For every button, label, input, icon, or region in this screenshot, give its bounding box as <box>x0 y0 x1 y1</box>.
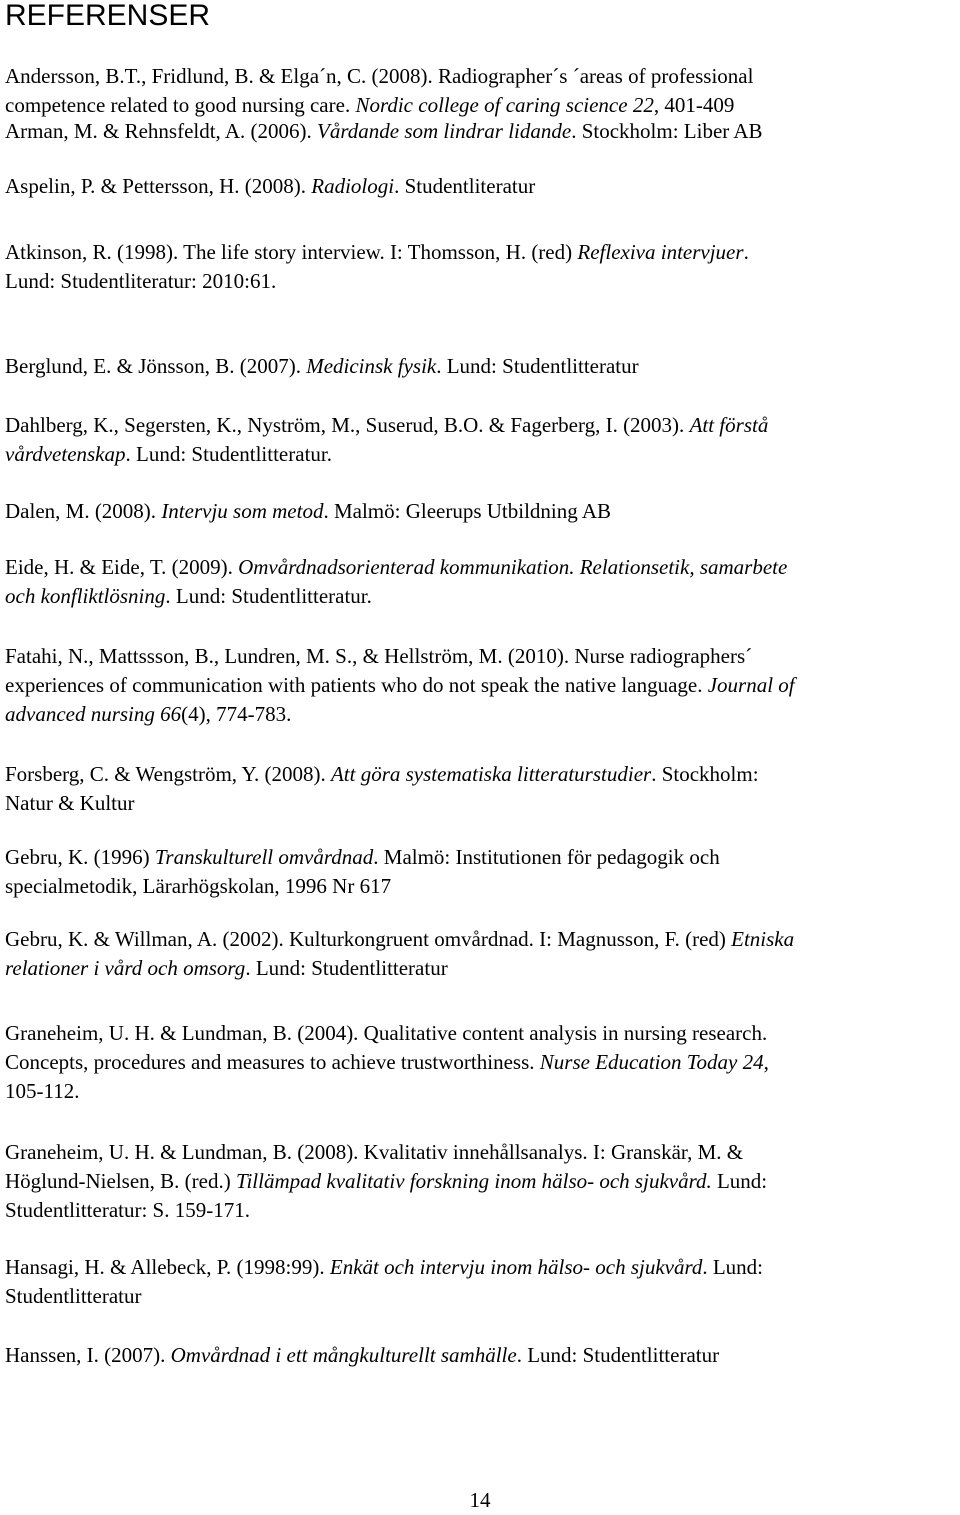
text-run: Hanssen, I. (2007). <box>5 1343 171 1367</box>
reference-entry <box>5 1253 957 1311</box>
text-run: Arman, M. & Rehnsfeldt, A. (2006). <box>5 119 318 143</box>
reference-entry <box>5 1138 957 1225</box>
reference-line <box>5 700 957 729</box>
text-run: . Stockholm: <box>651 762 759 786</box>
reference-line <box>5 925 957 954</box>
italic-text: Medicinsk fysik <box>306 354 437 378</box>
text-run: . Lund: Studentlitteratur <box>245 956 448 980</box>
text-run: Forsberg, C. & Wengström, Y. (2008). <box>5 762 331 786</box>
reference-entry <box>5 760 957 818</box>
reference-entry <box>5 553 957 611</box>
reference-line <box>5 117 957 146</box>
reference-line <box>5 1282 957 1311</box>
reference-line <box>5 872 957 901</box>
italic-text: Radiologi <box>311 174 395 198</box>
reference-line <box>5 1077 957 1106</box>
reference-entry <box>5 352 957 381</box>
text-run: . Stockholm: Liber AB <box>571 119 763 143</box>
text-run: specialmetodik, Lärarhögskolan, 1996 Nr 617 <box>5 874 392 898</box>
page-number: 14 <box>469 1488 491 1512</box>
italic-text: Tillämpad kvalitativ forskning inom hälso- och sjukvård. <box>235 1169 712 1193</box>
text-run: Studentlitteratur: S. 159-171. <box>5 1198 250 1222</box>
text-run: , 401-409 <box>653 93 735 117</box>
reference-line <box>5 553 957 582</box>
italic-text: vårdvetenskap <box>5 442 126 466</box>
text-run: . <box>743 240 749 264</box>
reference-line <box>5 1167 957 1196</box>
text-run: Dalen, M. (2008). <box>5 499 162 523</box>
text-run: Studentlitteratur <box>5 1284 142 1308</box>
text-run: Aspelin, P. & Pettersson, H. (2008). <box>5 174 312 198</box>
reference-entry <box>5 411 957 469</box>
text-run: Fatahi, N., Mattssson, B., Lundren, M. S., & Hellström, M. (2010). Nurse radiographers´ <box>5 644 753 668</box>
text-run: Concepts, procedures and measures to achieve trustworthiness. <box>5 1050 540 1074</box>
reference-line <box>5 1138 957 1167</box>
text-run: . Lund: Studentlitteratur. <box>125 442 332 466</box>
italic-text: Vårdande som lindrar lidande <box>317 119 572 143</box>
italic-text: Etniska <box>731 927 795 951</box>
italic-text: advanced nursing 66 <box>5 702 182 726</box>
italic-text: relationer i vård och omsorg <box>5 956 246 980</box>
italic-text: Att göra systematiska litteraturstudier <box>330 762 652 786</box>
reference-line <box>5 671 957 700</box>
text-run: experiences of communication with patients who do not speak the native language. <box>5 673 708 697</box>
text-run: 105-112. <box>5 1079 80 1103</box>
reference-entry <box>5 238 957 296</box>
italic-text: Enkät och intervju inom hälso- och sjukvård <box>329 1255 703 1279</box>
reference-line <box>5 1196 957 1225</box>
page-heading: REFERENSER <box>5 0 211 32</box>
text-run: . Studentliteratur <box>394 174 536 198</box>
reference-entry <box>5 642 957 729</box>
text-run: Graneheim, U. H. & Lundman, B. (2008). Kvalitativ innehållsanalys. I: Granskär, M. & <box>5 1140 744 1164</box>
italic-text: Omvårdnad i ett mångkulturellt samhälle <box>170 1343 517 1367</box>
reference-line <box>5 352 957 381</box>
reference-line <box>5 172 957 201</box>
text-run: competence related to good nursing care. <box>5 93 356 117</box>
italic-text: Nurse Education Today 24 <box>539 1050 764 1074</box>
text-run: . Malmö: Gleerups Utbildning AB <box>323 499 612 523</box>
text-run: Eide, H. & Eide, T. (2009). <box>5 555 239 579</box>
reference-line <box>5 642 957 671</box>
reference-line <box>5 789 957 818</box>
reference-line <box>5 440 957 469</box>
reference-line <box>5 411 957 440</box>
text-run: Lund: <box>711 1169 768 1193</box>
reference-entry <box>5 1341 957 1370</box>
italic-text: Nordic college of caring science 22 <box>355 93 654 117</box>
text-run: . Lund: Studentlitteratur <box>516 1343 720 1367</box>
text-run: Hansagi, H. & Allebeck, P. (1998:99). <box>5 1255 330 1279</box>
reference-entry <box>5 1019 957 1106</box>
italic-text: Journal of <box>707 673 795 697</box>
reference-line <box>5 497 957 526</box>
text-run: Lund: Studentliteratur: 2010:61. <box>5 269 277 293</box>
text-run: . Lund: Studentlitteratur <box>436 354 639 378</box>
text-run: . Malmö: Institutionen för pedagogik och <box>373 845 720 869</box>
reference-line <box>5 91 957 120</box>
reference-line <box>5 1341 957 1370</box>
reference-line <box>5 1019 957 1048</box>
text-run: Natur & Kultur <box>5 791 135 815</box>
reference-line <box>5 954 957 983</box>
text-run: Gebru, K. & Willman, A. (2002). Kulturkongruent omvårdnad. I: Magnusson, F. (red) <box>5 927 732 951</box>
reference-line <box>5 843 957 872</box>
text-run: (4), 774-783. <box>181 702 292 726</box>
reference-entry <box>5 172 957 201</box>
italic-text: Omvårdnadsorienterad kommunikation. Relationsetik, samarbete <box>238 555 788 579</box>
reference-entry <box>5 62 957 120</box>
reference-line <box>5 582 957 611</box>
reference-entry <box>5 117 957 146</box>
reference-line <box>5 238 957 267</box>
text-run: Berglund, E. & Jönsson, B. (2007). <box>5 354 307 378</box>
reference-line <box>5 760 957 789</box>
text-run: Gebru, K. (1996) <box>5 845 155 869</box>
text-run: Graneheim, U. H. & Lundman, B. (2004). Qualitative content analysis in nursing research. <box>5 1021 768 1045</box>
text-run: Dahlberg, K., Segersten, K., Nyström, M., Suserud, B.O. & Fagerberg, I. (2003). <box>5 413 690 437</box>
italic-text: Reflexiva intervjuer <box>577 240 744 264</box>
italic-text: Transkulturell omvårdnad <box>154 845 374 869</box>
italic-text: Att förstå <box>689 413 769 437</box>
reference-entry <box>5 497 957 526</box>
reference-line <box>5 62 957 91</box>
text-run: . Lund: Studentlitteratur. <box>165 584 372 608</box>
italic-text: Intervju som metod <box>161 499 324 523</box>
text-run: , <box>763 1050 769 1074</box>
reference-entry <box>5 843 957 901</box>
text-run: . Lund: <box>702 1255 764 1279</box>
italic-text: och konfliktlösning <box>5 584 166 608</box>
text-run: Atkinson, R. (1998). The life story interview. I: Thomsson, H. (red) <box>5 240 578 264</box>
text-run: Höglund-Nielsen, B. (red.) <box>5 1169 236 1193</box>
reference-line <box>5 1253 957 1282</box>
text-run: Andersson, B.T., Fridlund, B. & Elga´n, C. (2008). Radiographer´s ´areas of professional <box>5 64 754 88</box>
reference-line <box>5 267 957 296</box>
reference-entry <box>5 925 957 983</box>
reference-line <box>5 1048 957 1077</box>
